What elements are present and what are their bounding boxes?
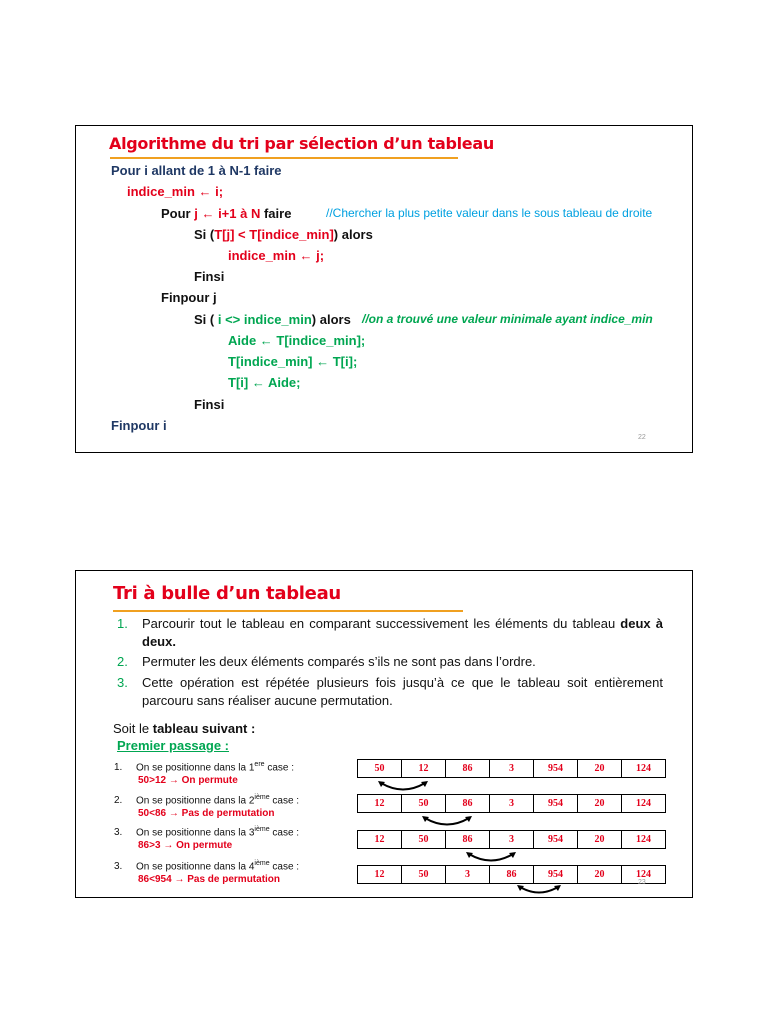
table-cell: 3	[446, 866, 490, 884]
table-cell: 50	[358, 760, 402, 778]
table-cell: 20	[578, 866, 622, 884]
table-cell: 3	[490, 795, 534, 813]
step-result-condition: 86<954	[138, 874, 172, 885]
code-line: Finsi	[194, 269, 225, 284]
code-line	[127, 184, 223, 199]
step-result-condition: 86>3	[138, 840, 161, 851]
step-result-condition: 50>12	[138, 775, 167, 786]
arrow-right-icon: →	[168, 775, 179, 786]
code-token: faire	[260, 206, 292, 221]
step-text	[114, 860, 299, 872]
step-text-part: case :	[269, 795, 300, 807]
list-number: 2.	[117, 654, 128, 669]
step-result-action: Pas de permutation	[181, 808, 275, 819]
list-text: Cette opération est répétée plusieurs fois jusqu’à ce que le tableau soit entièrement parcouru sans réaliser aucune permutation.	[142, 675, 663, 708]
page-number: 22	[638, 434, 646, 441]
step-sup: ième	[254, 826, 270, 833]
step-text-part: On se positionne dans la 1	[136, 762, 255, 774]
table-cell: 124	[622, 866, 666, 884]
array-table	[357, 759, 666, 778]
table-cell: 86	[446, 760, 490, 778]
table-cell: 954	[534, 866, 578, 884]
table-cell: 86	[446, 831, 490, 849]
table-row	[358, 795, 666, 813]
list-item	[117, 615, 663, 651]
step-result-action: On permute	[181, 775, 238, 786]
step-text	[114, 761, 294, 773]
title-underline	[110, 157, 458, 159]
table-cell: 86	[446, 795, 490, 813]
list-text-part: Parcourir tout le tableau en comparant successivement les éléments du tableau	[142, 616, 621, 631]
code-line: Aide ← T[indice_min];	[228, 333, 366, 348]
title-underline	[113, 610, 463, 612]
code-token: Pour	[161, 206, 195, 221]
step-text-part: On se positionne dans la 4	[136, 861, 255, 873]
swap-arrow-icon	[465, 851, 517, 865]
step-text	[114, 794, 299, 806]
list-text: Permuter les deux éléments comparés s’ils ne sont pas dans l’ordre.	[142, 654, 536, 669]
table-cell: 3	[490, 831, 534, 849]
intro-text-part: Soit le	[113, 721, 153, 736]
code-comment: //Chercher la plus petite valeur dans le sous tableau de droite	[326, 206, 653, 220]
table-cell: 954	[534, 760, 578, 778]
list-text-bold: deux à deux.	[142, 616, 663, 649]
step-sup: ième	[254, 860, 270, 867]
array-table	[357, 830, 666, 849]
table-cell: 124	[622, 831, 666, 849]
code-line	[194, 312, 351, 327]
step-text-part: On se positionne dans la 3	[136, 827, 255, 839]
list-item	[117, 674, 663, 710]
code-line	[194, 227, 373, 242]
code-line: Finsi	[194, 397, 225, 412]
step-result	[138, 840, 232, 851]
step-sup: ere	[254, 761, 265, 768]
arrow-right-icon: →	[168, 808, 179, 819]
table-cell: 12	[402, 760, 446, 778]
slide-selection-sort	[75, 125, 693, 453]
table-cell: 50	[402, 795, 446, 813]
code-line: T[i] ← Aide;	[228, 375, 301, 390]
code-token: ) alors	[311, 312, 351, 327]
table-cell: 12	[358, 795, 402, 813]
array-table	[357, 794, 666, 813]
step-number: 3.	[114, 861, 123, 873]
swap-arrow-icon	[377, 780, 429, 794]
array-table	[357, 865, 666, 884]
table-cell: 50	[402, 831, 446, 849]
step-text-part: On se positionne dans la 2	[136, 795, 255, 807]
code-line: Pour i allant de 1 à N-1 faire	[111, 163, 282, 178]
table-row	[358, 831, 666, 849]
swap-arrow-icon	[421, 815, 473, 829]
step-number: 1.	[114, 762, 123, 774]
list-text	[142, 615, 663, 651]
arrow-right-icon: →	[174, 874, 185, 885]
code-line: indice_min ← j;	[228, 248, 325, 263]
table-cell: 86	[490, 866, 534, 884]
table-cell: 20	[578, 795, 622, 813]
table-cell: 124	[622, 795, 666, 813]
step-number: 2.	[114, 795, 123, 807]
table-cell: 20	[578, 760, 622, 778]
table-cell: 12	[358, 831, 402, 849]
step-number: 3.	[114, 827, 123, 839]
table-cell: 12	[358, 866, 402, 884]
slide-bubble-sort	[75, 570, 693, 898]
code-token: i <> indice_min	[217, 312, 312, 327]
intro-text-bold: tableau suivant :	[152, 721, 256, 736]
table-cell: 20	[578, 831, 622, 849]
step-result-condition: 50<86	[138, 808, 167, 819]
code-line: Finpour i	[111, 418, 167, 433]
step-text-part: case :	[264, 762, 295, 774]
table-cell: 954	[534, 831, 578, 849]
list-number: 1.	[117, 616, 128, 631]
code-token: Si (	[194, 227, 215, 242]
page-number: 23	[638, 879, 646, 886]
table-cell: 3	[490, 760, 534, 778]
step-result	[138, 808, 274, 819]
arrow-right-icon: →	[163, 840, 174, 851]
code-token: j ← i+1 à N	[194, 206, 261, 221]
step-result-action: On permute	[176, 840, 233, 851]
code-line: T[indice_min] ← T[i];	[228, 354, 358, 369]
code-token: indice_min	[127, 184, 195, 199]
code-token: ← i;	[194, 184, 224, 199]
table-cell: 954	[534, 795, 578, 813]
table-cell: 124	[622, 760, 666, 778]
code-line: Finpour j	[161, 290, 217, 305]
code-token: Si (	[194, 312, 218, 327]
step-sup: ième	[254, 794, 270, 801]
code-comment: //on a trouvé une valeur minimale ayant indice_min	[362, 312, 653, 326]
table-row	[358, 866, 666, 884]
step-text-part: case :	[269, 827, 300, 839]
slide-title: Tri à bulle d’un tableau	[113, 583, 341, 604]
list-item	[117, 653, 663, 671]
step-text	[114, 826, 299, 838]
step-result	[138, 874, 280, 885]
code-token: T[j] < T[indice_min]	[214, 227, 334, 242]
list-number: 3.	[117, 675, 128, 690]
table-row	[358, 760, 666, 778]
table-cell: 50	[402, 866, 446, 884]
intro-text	[113, 721, 255, 736]
step-result-action: Pas de permutation	[187, 874, 281, 885]
slide-title: Algorithme du tri par sélection d’un tableau	[109, 134, 494, 153]
swap-arrow-icon	[516, 884, 562, 896]
code-line	[161, 206, 291, 221]
step-result	[138, 775, 238, 786]
code-token: ) alors	[333, 227, 373, 242]
step-text-part: case :	[269, 861, 300, 873]
section-heading: Premier passage :	[117, 738, 230, 753]
